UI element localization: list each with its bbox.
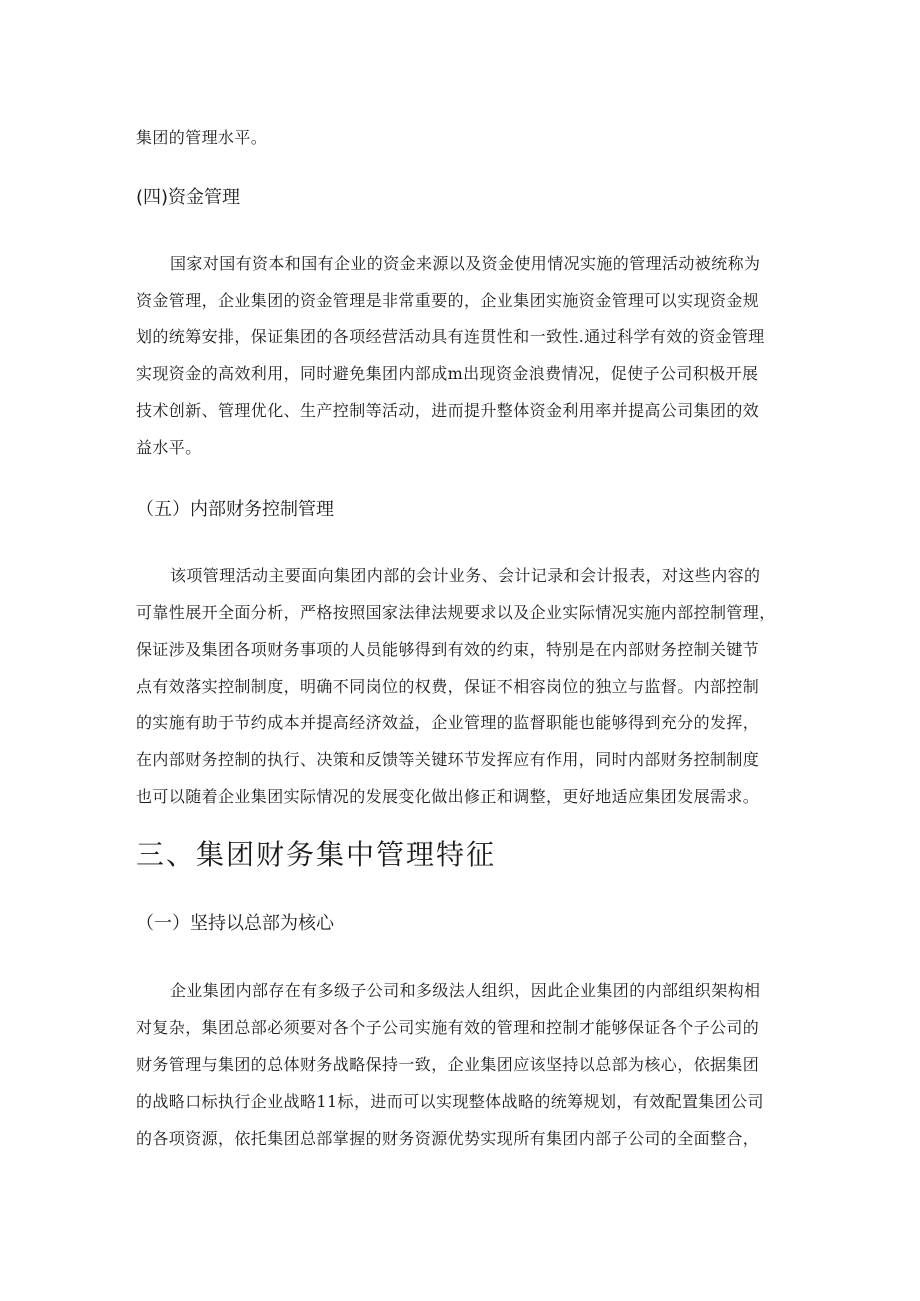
paragraph-line: 保证涉及集团各项财务事项的人员能够得到有效的约束，特别是在内部财务控制关键节 [136, 640, 760, 659]
paragraph-line: 对复杂，集团总部必须要对各个子公司实施有效的管理和控制才能够保证各个子公司的 [136, 1018, 760, 1037]
section-heading-internal-financial-control: （五）内部财务控制管理 [136, 499, 334, 520]
paragraph-line: 集团的管理水平。 [136, 128, 268, 147]
paragraph-line: 该项管理活动主要面向集团内部的会计业务、会计记录和会计报表，对这些内容的 [170, 566, 761, 585]
paragraph-line: 的战略口标执行企业战略11标，进而可以实现整体战略的统筹规划，有效配置集团公司 [136, 1092, 764, 1111]
paragraph-line: 实现资金的高效利用，同时避免集团内部成m出现资金浪费情况，促使子公司积极开展 [136, 364, 759, 383]
section-heading-capital-management: (四)资金管理 [136, 187, 241, 208]
paragraph-line: 划的统筹安排，保证集团的各项经营活动具有连贯性和一致性.通过科学有效的资金管理 [136, 327, 765, 346]
paragraph-line: 也可以随着企业集团实际情况的发展变化做出修正和调整，更好地适应集团发展需求。 [136, 787, 760, 806]
paragraph-line: 点有效落实控制制度，明确不同岗位的权费，保证不相容岗位的独立与监督。内部控制 [136, 677, 760, 696]
chapter-heading: 三、集团财务集中管理特征 [136, 838, 497, 871]
paragraph-line: 在内部财务控制的执行、决策和反馈等关键环节发挥应有作用，同时内部财务控制制度 [136, 750, 760, 769]
paragraph-line: 益水平。 [136, 438, 202, 457]
paragraph-line: 的各项资源，依托集团总部掌握的财务资源优势实现所有集团内部子公司的全面整合， [136, 1129, 760, 1148]
paragraph-line: 企业集团内部存在有多级子公司和多级法人组织，因此企业集团的内部组织架构相 [170, 981, 761, 1000]
paragraph-line: 技术创新、管理优化、生产控制等活动，进而提升整体资金利用率并提高公司集团的效 [136, 401, 760, 420]
paragraph-line: 的实施有助于节约成本并提高经济效益，企业管理的监督职能也能够得到充分的发挥， [136, 713, 760, 732]
section-heading-headquarters-core: （一）坚持以总部为核心 [136, 913, 334, 934]
paragraph-line: 资金管理，企业集团的资金管理是非常重要的，企业集团实施资金管理可以实现资金规 [136, 291, 760, 310]
paragraph-line: 财务管理与集团的总体财务战略保持一致，企业集团应该坚持以总部为核心，依据集团 [136, 1055, 760, 1074]
paragraph-line: 国家对国有资本和国有企业的资金来源以及资金使用情况实施的管理活动被统称为 [170, 254, 761, 273]
paragraph-line: 可靠性展开全面分析，严格按照国家法律法规要求以及企业实际情况实施内部控制管理， [136, 603, 776, 622]
